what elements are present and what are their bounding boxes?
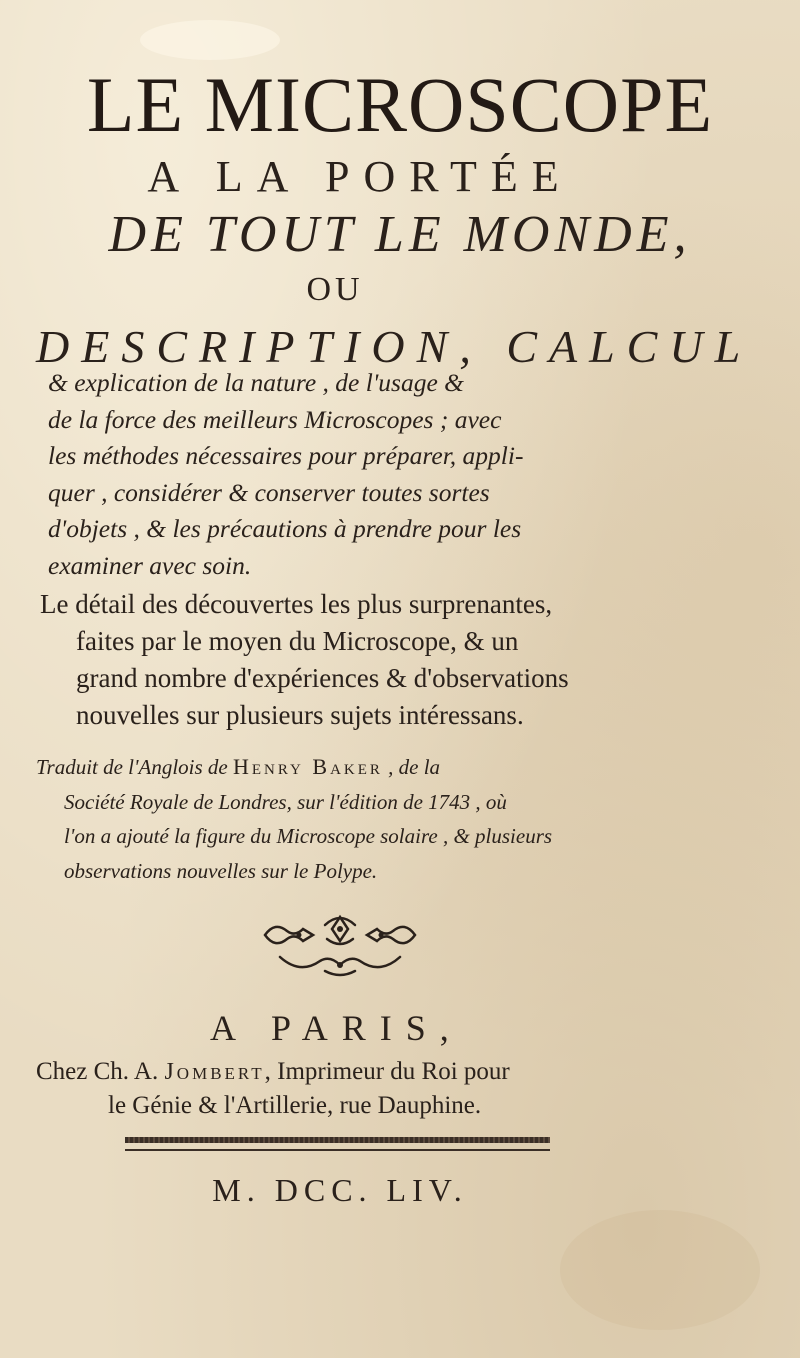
description-heading: DESCRIPTION, CALCUL bbox=[36, 321, 753, 372]
translation-prefix: Traduit de l'Anglois de bbox=[36, 755, 233, 779]
translation-note bbox=[36, 750, 676, 888]
ornamental-rule bbox=[125, 1137, 550, 1143]
description-line: quer , considérer & conserver toutes sortes bbox=[48, 477, 490, 507]
subtitle-line-1: A LA PORTÉE bbox=[147, 152, 573, 201]
description-paragraph bbox=[48, 365, 688, 584]
detail-line: grand nombre d'expériences & d'observations bbox=[76, 663, 569, 693]
or-word: OU bbox=[306, 271, 364, 308]
author-name: Henry Baker bbox=[233, 754, 383, 779]
publisher-address: le Génie & l'Artillerie, rue Dauphine. bbox=[108, 1092, 482, 1119]
publisher-suffix: , Imprimeur du Roi pour bbox=[264, 1058, 510, 1085]
description-line: examiner avec soin. bbox=[48, 550, 252, 580]
publisher-prefix: Chez Ch. A. bbox=[36, 1058, 165, 1085]
detail-line: Le détail des découvertes les plus surprenantes, bbox=[40, 589, 553, 619]
detail-paragraph bbox=[40, 586, 730, 734]
publication-date: M. DCC. LIV. bbox=[212, 1172, 468, 1208]
paper-stain bbox=[140, 20, 280, 60]
imprint-city: A PARIS, bbox=[210, 1008, 463, 1048]
detail-line: faites par le moyen du Microscope, & un bbox=[76, 626, 519, 656]
description-line: de la force des meilleurs Microscopes ; avec bbox=[48, 404, 502, 434]
paper-stain bbox=[560, 1210, 760, 1330]
fleuron-ornament-icon bbox=[255, 905, 425, 985]
translation-line: Société Royale de Londres, sur l'édition de 1743 , où bbox=[64, 789, 507, 814]
publisher-name: Jombert bbox=[164, 1059, 265, 1085]
subtitle-line-2: DE TOUT LE MONDE, bbox=[108, 206, 692, 263]
translation-line bbox=[36, 750, 676, 785]
description-line: & explication de la nature , de l'usage & bbox=[48, 368, 464, 397]
translation-line: l'on a ajouté la figure du Microscope solaire , & plusieurs bbox=[64, 824, 553, 848]
translation-line: observations nouvelles sur le Polype. bbox=[64, 858, 378, 883]
description-line: les méthodes nécessaires pour préparer, appli- bbox=[48, 441, 524, 470]
thin-rule bbox=[125, 1149, 550, 1151]
translation-suffix: , de la bbox=[382, 755, 441, 779]
book-title: LE MICROSCOPE bbox=[86, 61, 714, 148]
publisher-line bbox=[36, 1055, 676, 1089]
detail-line: nouvelles sur plusieurs sujets intéressans. bbox=[76, 700, 524, 730]
description-line: d'objets , & les précautions à prendre pour les bbox=[48, 514, 522, 543]
publisher-block bbox=[36, 1055, 676, 1122]
